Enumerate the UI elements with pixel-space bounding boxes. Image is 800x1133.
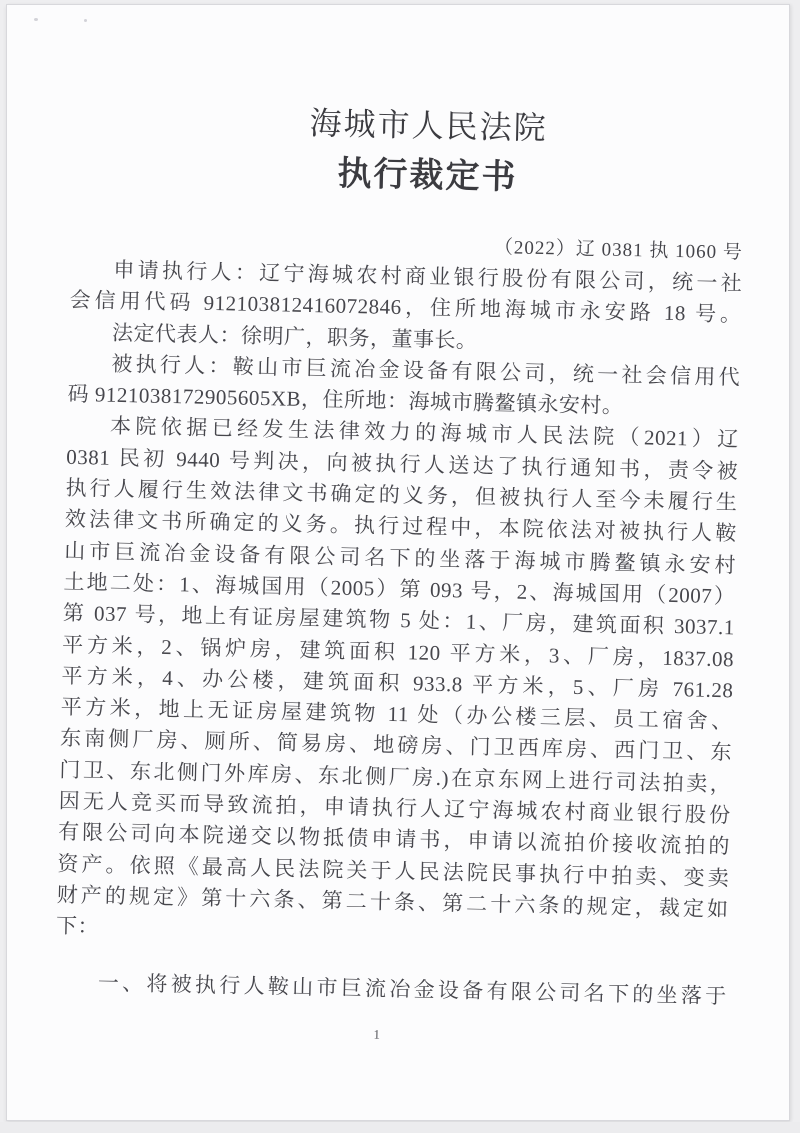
body-line: 平方米，地上无证房屋建筑物 11 处（办公楼三层、员工宿舍、 [60,694,733,734]
body-line: 有限公司向本院递交以物抵债申请书，申请以流拍价接收流拍的 [57,820,731,859]
body-line: 财产的规定》第十六条、第二十条、第二十六条的规定，裁定如 [56,882,729,922]
body-line: 资产。依照《最高人民法院关于人民法院民事执行中拍卖、变卖 [57,851,730,890]
body-line: 法定代表人：徐明广，职务，董事长。 [111,320,478,353]
body-line: 因无人竞买而导致流拍，申请执行人辽宁海城农村商业银行股份 [58,788,731,828]
case-number: （2022）辽 0381 执 1060 号 [493,237,744,264]
body-line: 一、将被执行人鞍山市巨流冶金设备有限公司名下的坐落于 [97,970,727,1008]
body-line: 效法律文书所确定的义务。执行过程中，本院依法对被执行人鞍 [64,507,738,546]
body-line: 本院依据已经发生法律效力的海城市人民法院（2021）辽 [109,414,740,452]
body-line: 会信用代码 912103812416072846，住所地海城市永安路 18 号。 [69,288,742,327]
document-title-heading: 执行裁定书 [337,155,518,197]
scan-bottom-edge [0,1122,800,1133]
body-line: 0381 民初 9440 号判决，向被执行人送达了执行通知书，责令被 [66,444,739,484]
paper-sheet [6,4,790,1121]
body-line: 执行人履行生效法律文书确定的义务，但被执行人至今未履行生 [65,475,738,515]
body-line: 土地二处：1、海城国用（2005）第 093 号，2、海城国用（2007） [63,569,736,609]
body-line: 码 9121038172905605XB，住所地：海城市腾鳌镇永安村。 [67,381,624,419]
body-line: 平方米，2、锅炉房，建筑面积 120 平方米，3、厂房，1837.08 [61,632,735,671]
document-body [54,254,742,1012]
page-number: 1 [373,1026,381,1042]
body-line: 被执行人：鞍山市巨流冶金设备有限公司，统一社会信用代 [111,351,741,390]
body-line: 东南侧厂房、厕所、简易房、地磅房、门卫西库房、西门卫、东 [59,726,733,765]
body-line: 第 037 号，地上有证房屋建筑物 5 处：1、厂房，建筑面积 3037.1 [62,600,735,640]
body-line: 平方米，4、办公楼，建筑面积 933.8 平方米，5、厂房 761.28 [61,663,734,703]
body-line: 山市巨流冶金设备有限公司名下的坐落于海城市腾鳌镇永安村 [63,538,737,578]
body-line: 下： [55,913,100,939]
body-line: 申请执行人：辽宁海城农村商业银行股份有限公司，统一社 [113,257,743,296]
body-line: 门卫、东北侧门外库房、东北侧厂房.)在京东网上进行司法拍卖， [59,757,732,797]
court-name-heading: 海城市人民法院 [309,104,548,147]
